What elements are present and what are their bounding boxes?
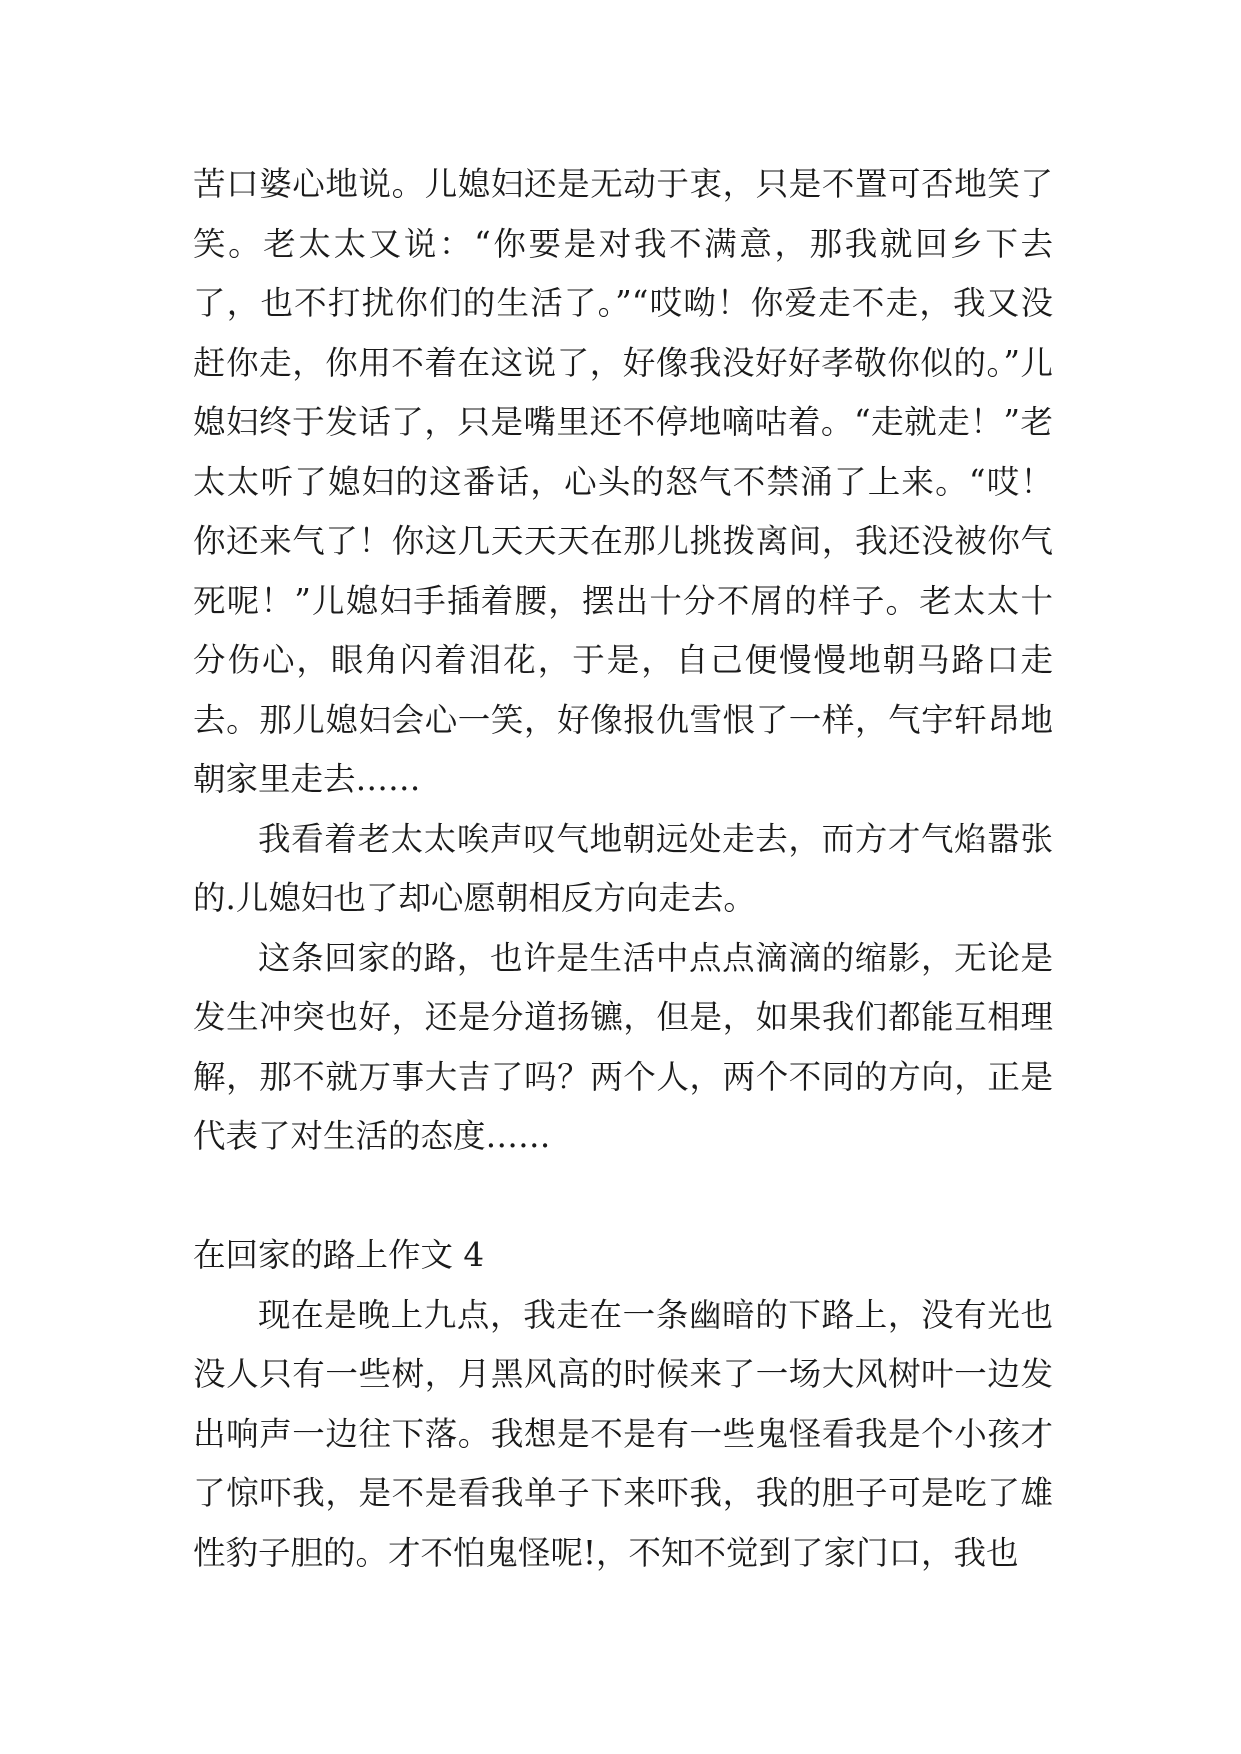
- paragraph-3: 这条回家的路，也许是生活中点点滴滴的缩影，无论是发生冲突也好，还是分道扬镳，但是，如果我们都能互相理解，那不就万事大吉了吗？两个人，两个不同的方向，正是代表了对生活的态度……: [193, 938, 1053, 1155]
- section-heading: 在回家的路上作文 4: [193, 1236, 485, 1274]
- section-paragraph-1: 现在是晚上九点，我走在一条幽暗的下路上，没有光也没人只有一些树，月黑风高的时候来了一场大风树叶一边发出响声一边往下落。我想是不是有一些鬼怪看我是个小孩才了惊吓我，是不是看我单子下来吓我，我的胆子可是吃了雄性豹子胆的。才不怕鬼怪呢!，不知不觉到了家门口，我也: [193, 1295, 1053, 1572]
- paragraph-2: 我看着老太太唉声叹气地朝远处走去，而方才气焰嚣张的.儿媳妇也了却心愿朝相反方向走去。: [193, 819, 1053, 917]
- blank-line: [193, 1167, 1053, 1227]
- paragraph-continued: 苦口婆心地说。儿媳妇还是无动于衷，只是不置可否地笑了笑。老太太又说：“你要是对我不满意，那我就回乡下去了，也不打扰你们的生活了。”“哎呦！你爱走不走，我又没赶你走，你用不着在这说了，好像我没好好孝敬你似的。”儿媳妇终于发话了，只是嘴里还不停地嘀咕着。“走就走！”老太太听了媳妇的这番话，心头的怒气不禁涌了上来。“哎！你还来气了！你这几天天天在那儿挑拨离间，我还没被你气死呢！”儿媳妇手插着腰，摆出十分不屑的样子。老太太十分伤心，眼角闪着泪花，于是，自己便慢慢地朝马路口走去。那儿媳妇会心一笑，好像报仇雪恨了一样，气宇轩昂地朝家里走去……: [193, 165, 1053, 798]
- document-body: [193, 155, 1053, 1583]
